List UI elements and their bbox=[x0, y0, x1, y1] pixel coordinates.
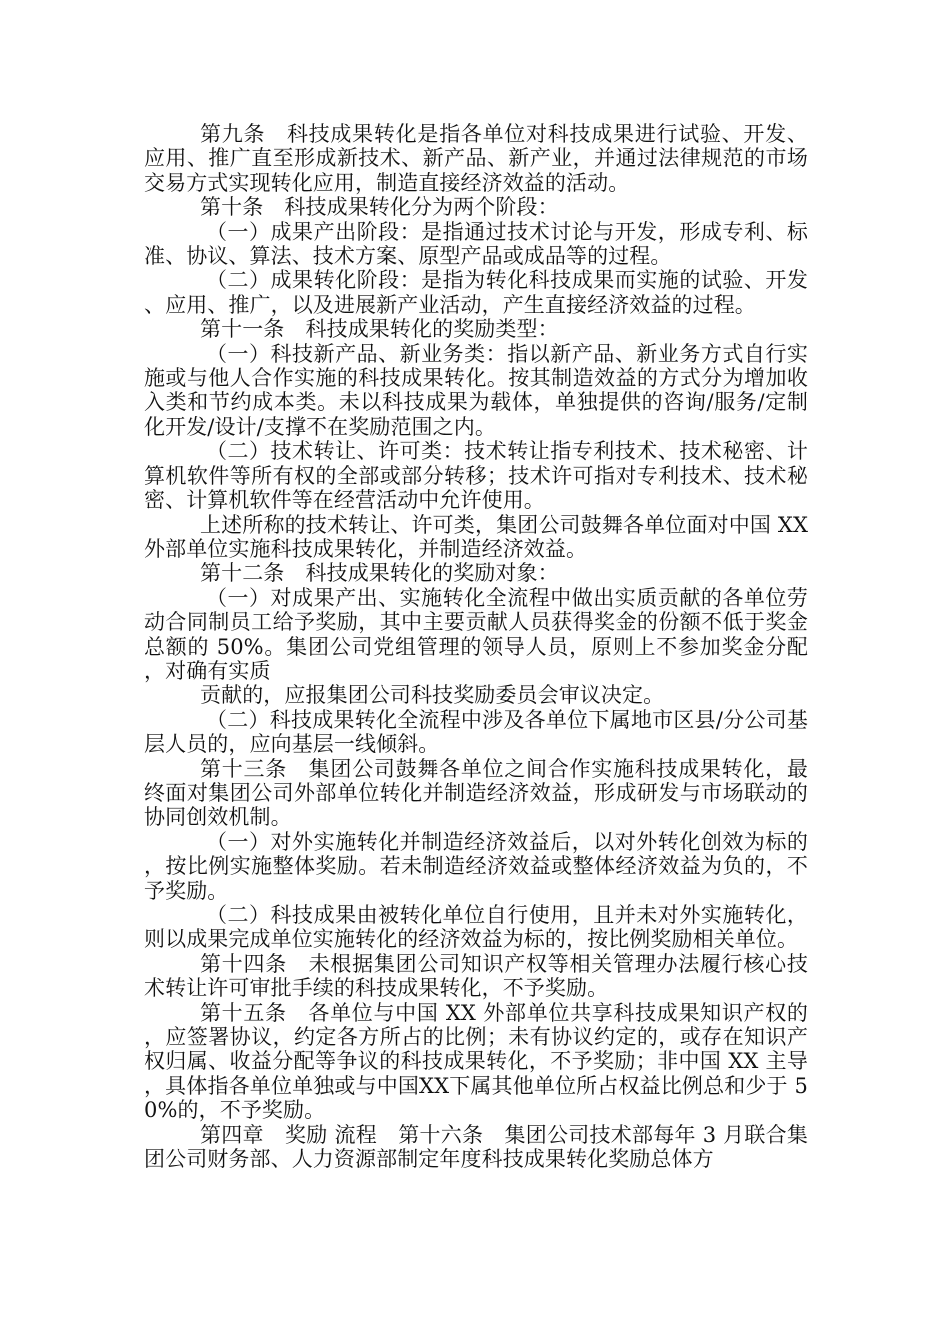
paragraph-article-10: 第十条 科技成果转化分为两个阶段： bbox=[200, 195, 559, 220]
paragraph-article-12-item-1: （一）对成果产出、实施转化全流程中做出实质贡献的各单位劳动合同制员工给予奖励，其中主要贡献人员获得奖金的份额不低于奖金总额的 50%。集团公司党组管理的领导人员，原则上不参加奖金分配，对确有实质 bbox=[144, 585, 808, 683]
paragraph-article-10-item-2: （二）成果转化阶段：是指为转化科技成果而实施的试验、开发、应用、推广，以及进展新产业活动，产生直接经济效益的过程。 bbox=[144, 268, 808, 317]
paragraph-article-13: 第十三条 集团公司鼓舞各单位之间合作实施科技成果转化，最终面对集团公司外部单位转化并制造经济效益，形成研发与市场联动的协同创效机制。 bbox=[144, 756, 808, 830]
paragraph-article-12: 第十二条 科技成果转化的奖励对象： bbox=[200, 561, 559, 586]
paragraph-article-12-item-2: （二）科技成果转化全流程中涉及各单位下属地市区县/分公司基层人员的，应向基层一线倾斜。 bbox=[144, 707, 808, 757]
paragraph-article-11: 第十一条 科技成果转化的奖励类型： bbox=[200, 317, 559, 342]
paragraph-article-11-note: 上述所称的技术转让、许可类，集团公司鼓舞各单位面对中国 XX 外部单位实施科技成果转化，并制造经济效益。 bbox=[144, 512, 808, 561]
paragraph-article-11-item-1: （一）科技新产品、新业务类：指以新产品、新业务方式自行实施或与他人合作实施的科技成果转化。按其制造效益的方式分为增加收入类和节约成本类。未以科技成果为载体，单独提供的咨询/服务/定制化开发/设计/支撑不在奖励范围之内。 bbox=[144, 341, 808, 439]
paragraph-article-12-item-1-cont: 贡献的，应报集团公司科技奖励委员会审议决定。 bbox=[200, 683, 665, 708]
paragraph-article-10-item-1: （一）成果产出阶段：是指通过技术讨论与开发，形成专利、标准、协议、算法、技术方案、原型产品或成品等的过程。 bbox=[144, 219, 808, 269]
paragraph-article-15: 第十五条 各单位与中国 XX 外部单位共享科技成果知识产权的，应签署协议，约定各方所占的比例；未有协议约定的，或存在知识产权归属、收益分配等争议的科技成果转化，不予奖励；非中国 XX 主导，具体指各单位单独或与中国XX下属其他单位所占权益比例总和少于 50%的，不予奖励。 bbox=[144, 1000, 808, 1123]
paragraph-chapter-4-article-16: 第四章 奖励 流程 第十六条 集团公司技术部每年 3 月联合集团公司财务部、人力资源部制定年度科技成果转化奖励总体方 bbox=[144, 1122, 808, 1172]
paragraph-article-14: 第十四条 未根据集团公司知识产权等相关管理办法履行核心技术转让许可审批手续的科技成果转化，不予奖励。 bbox=[144, 951, 808, 1001]
paragraph-article-11-item-2: （二）技术转让、许可类：技术转让指专利技术、技术秘密、计算机软件等所有权的全部或部分转移；技术许可指对专利技术、技术秘密、计算机软件等在经营活动中允许使用。 bbox=[144, 439, 808, 513]
paragraph-article-9: 第九条 科技成果转化是指各单位对科技成果进行试验、开发、应用、推广直至形成新技术、新产品、新产业，并通过法律规范的市场交易方式实现转化应用，制造直接经济效益的活动。 bbox=[144, 122, 808, 195]
paragraph-article-13-item-2: （二）科技成果由被转化单位自行使用，且并未对外实施转化，则以成果完成单位实施转化的经济效益为标的，按比例奖励相关单位。 bbox=[144, 903, 808, 952]
document-page bbox=[144, 122, 808, 1171]
paragraph-article-13-item-1: （一）对外实施转化并制造经济效益后，以对外转化创效为标的，按比例实施整体奖励。若未制造经济效益或整体经济效益为负的，不予奖励。 bbox=[144, 829, 808, 903]
